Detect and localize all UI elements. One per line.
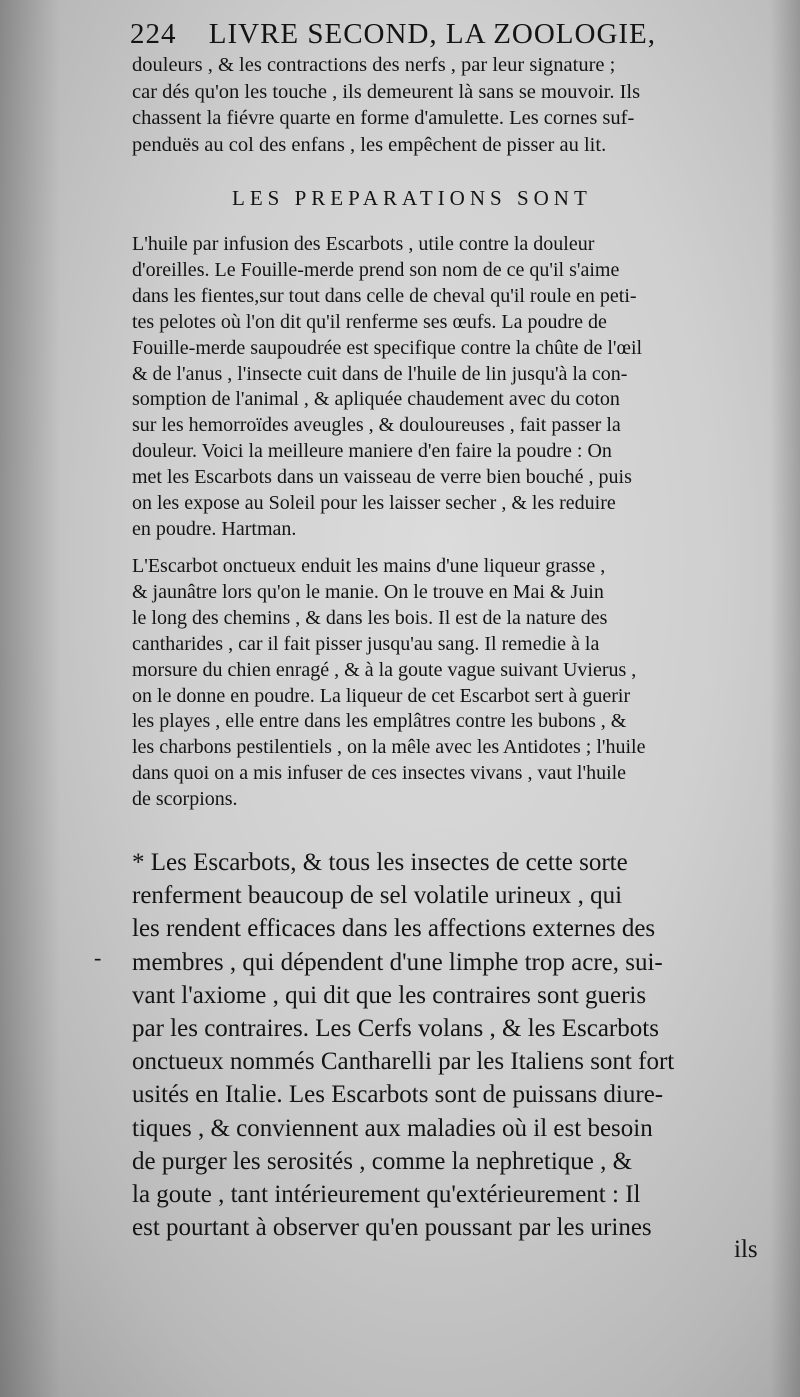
text-line: sur les hemorroïdes aveugles , & douloureuses , fait passer la (132, 414, 621, 437)
text-line: chassent la fiévre quarte en forme d'amulette. Les cornes suf- (132, 107, 635, 129)
text-line: * Les Escarbots, & tous les insectes de cette sorte (132, 849, 628, 876)
text-line: L'Escarbot onctueux enduit les mains d'une liqueur grasse , (132, 555, 606, 577)
text-line: Fouille-merde saupoudrée est specifique contre la chûte de l'œil (132, 336, 643, 359)
text-line: dans quoi on a mis infuser de ces insectes vivans , vaut l'huile (132, 762, 627, 785)
top-paragraph (132, 52, 782, 158)
margin-mark: - (94, 945, 102, 970)
text-line: on les expose au Soleil pour les laisser secher , & les reduire (132, 492, 616, 515)
paragraph-escarbot-onctueux (132, 554, 782, 813)
text-line: renferment beaucoup de sel volatile urineux , qui (132, 882, 623, 910)
text-line: on le donne en poudre. La liqueur de cet Escarbot sert à guerir (132, 684, 631, 707)
section-heading: LES PREPARATIONS SONT (232, 186, 592, 210)
text-line: usités en Italie. Les Escarbots sont de puissans diure- (132, 1081, 664, 1109)
text-line: les rendent efficaces dans les affections externes des (132, 915, 656, 943)
text-line: le long des chemins , & dans les bois. Il est de la nature des (132, 606, 608, 629)
text-line: car dés qu'on les touche , ils demeurent là sans se mouvoir. Ils (132, 80, 641, 103)
paragraph-commentary (132, 846, 782, 1244)
text-line: par les contraires. Les Cerfs volans , & les Escarbots (132, 1015, 659, 1043)
text-line: les charbons pestilentiels , on la mêle avec les Antidotes ; l'huile (132, 736, 646, 759)
running-title: LIVRE SECOND, LA ZOOLOGIE, (208, 18, 657, 50)
text-line: douleurs , & les contractions des nerfs , par leur signature ; (132, 54, 616, 76)
text-line: tiques , & conviennent aux maladies où il est besoin (132, 1114, 653, 1142)
text-line: & de l'anus , l'insecte cuit dans de l'huile de lin jusqu'à la con- (132, 362, 628, 385)
text-line: onctueux nommés Cantharelli par les Italiens sont fort (132, 1048, 675, 1076)
catchword: ils (734, 1236, 758, 1263)
text-line: en poudre. Hartman. (132, 517, 297, 540)
text-line: douleur. Voici la meilleure maniere d'en faire la poudre : On (132, 440, 612, 463)
text-line: tes pelotes où l'on dit qu'il renferme ses œufs. La poudre de (132, 310, 607, 333)
text-line: cantharides , car il fait pisser jusqu'au sang. Il remedie à la (132, 632, 600, 655)
page-header (130, 18, 770, 51)
text-line: penduës au col des enfans , les empêchent de pisser au lit. (132, 133, 607, 156)
text-line: L'huile par infusion des Escarbots , utile contre la douleur (132, 233, 595, 255)
text-line: les playes , elle entre dans les emplâtres contre les bubons , & (132, 710, 627, 733)
paragraph-preparations (132, 232, 782, 543)
text-line: & jaunâtre lors qu'on le manie. On le trouve en Mai & Juin (132, 580, 604, 603)
text-line: la goute , tant intérieurement qu'extérieurement : Il (132, 1181, 641, 1209)
text-line: de scorpions. (132, 788, 238, 811)
text-line: d'oreilles. Le Fouille-merde prend son nom de ce qu'il s'aime (132, 258, 620, 281)
text-line: de purger les serosités , comme la nephretique , & (132, 1147, 633, 1175)
text-line: somption de l'animal , & apliquée chaudement avec du coton (132, 388, 620, 411)
text-line: met les Escarbots dans un vaisseau de verre bien bouché , puis (132, 466, 632, 489)
text-line: dans les fientes,sur tout dans celle de cheval qu'il roule en peti- (132, 284, 637, 307)
text-line: vant l'axiome , qui dit que les contraires sont gueris (132, 981, 647, 1009)
text-line: est pourtant à observer qu'en poussant par les urines (132, 1214, 652, 1242)
text-line: morsure du chien enragé , & à la goute vague suivant Uvierus , (132, 658, 637, 681)
text-line: membres , qui dépendent d'une limphe trop acre, sui- (132, 948, 663, 976)
page-number: 224 (130, 18, 177, 50)
